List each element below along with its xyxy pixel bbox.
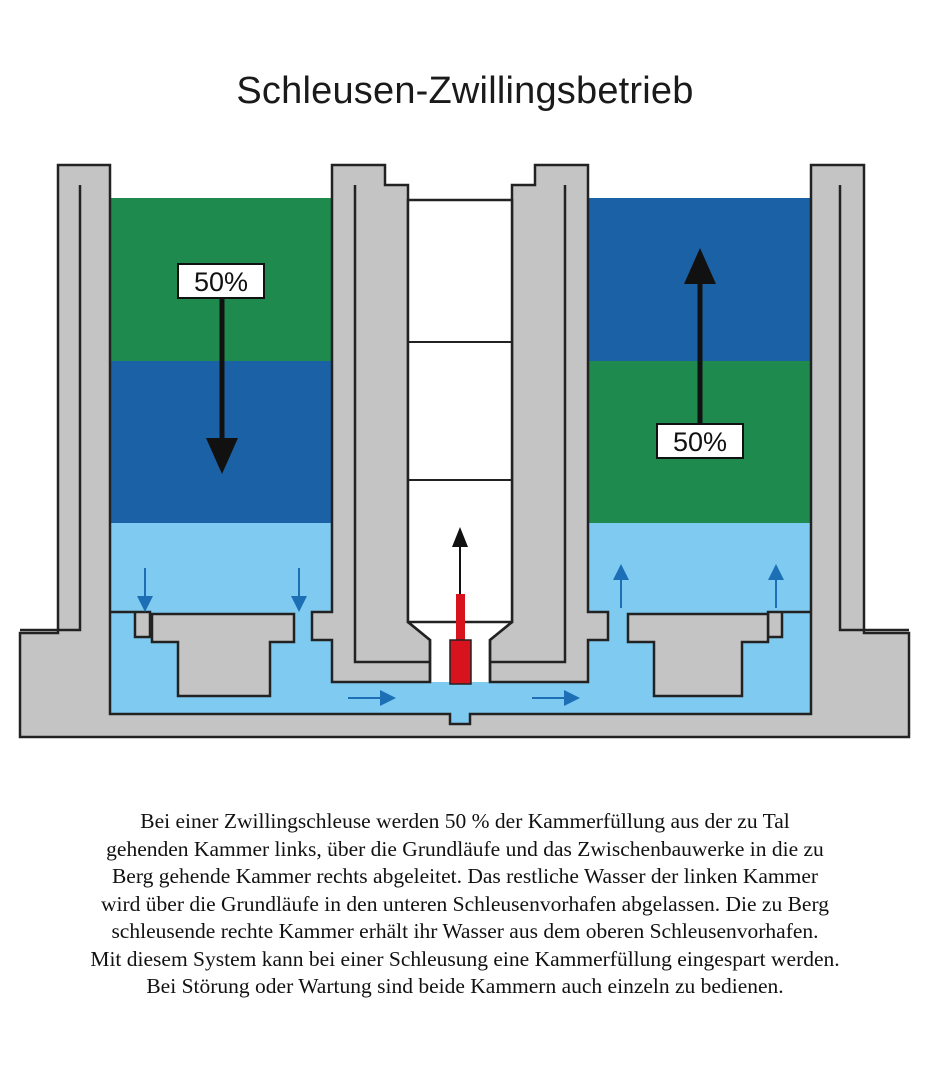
caption-line: Mit diesem System kann bei einer Schleusung eine Kammerfüllung eingespart werden. xyxy=(90,946,840,971)
caption-line: schleusende rechte Kammer erhält ihr Wasser aus dem oberen Schleusenvorhafen. xyxy=(111,919,819,943)
diagram-title: Schleusen-Zwillingsbetrieb xyxy=(236,70,694,112)
right-percent-label: 50% xyxy=(672,427,728,457)
caption-line: gehenden Kammer links, über die Grundläufe und das Zwischenbauwerke in die zu xyxy=(106,836,824,861)
caption-line: Bei Störung oder Wartung sind beide Kammern auch einzeln zu bedienen. xyxy=(146,974,784,998)
valve-stem xyxy=(456,594,465,642)
caption-line: wird über die Grundläufe in den unteren Schleusenvorhafen abgelassen. Die zu Berg xyxy=(101,891,829,916)
valve-body xyxy=(450,640,471,684)
caption xyxy=(0,808,930,1001)
caption-line: Berg gehende Kammer rechts abgeleitet. Das restliche Wasser der linken Kammer xyxy=(111,864,819,888)
left-percent-label: 50% xyxy=(193,267,249,297)
caption-line: Bei einer Zwillingschleuse werden 50 % der Kammerfüllung aus der zu Tal xyxy=(140,809,790,833)
